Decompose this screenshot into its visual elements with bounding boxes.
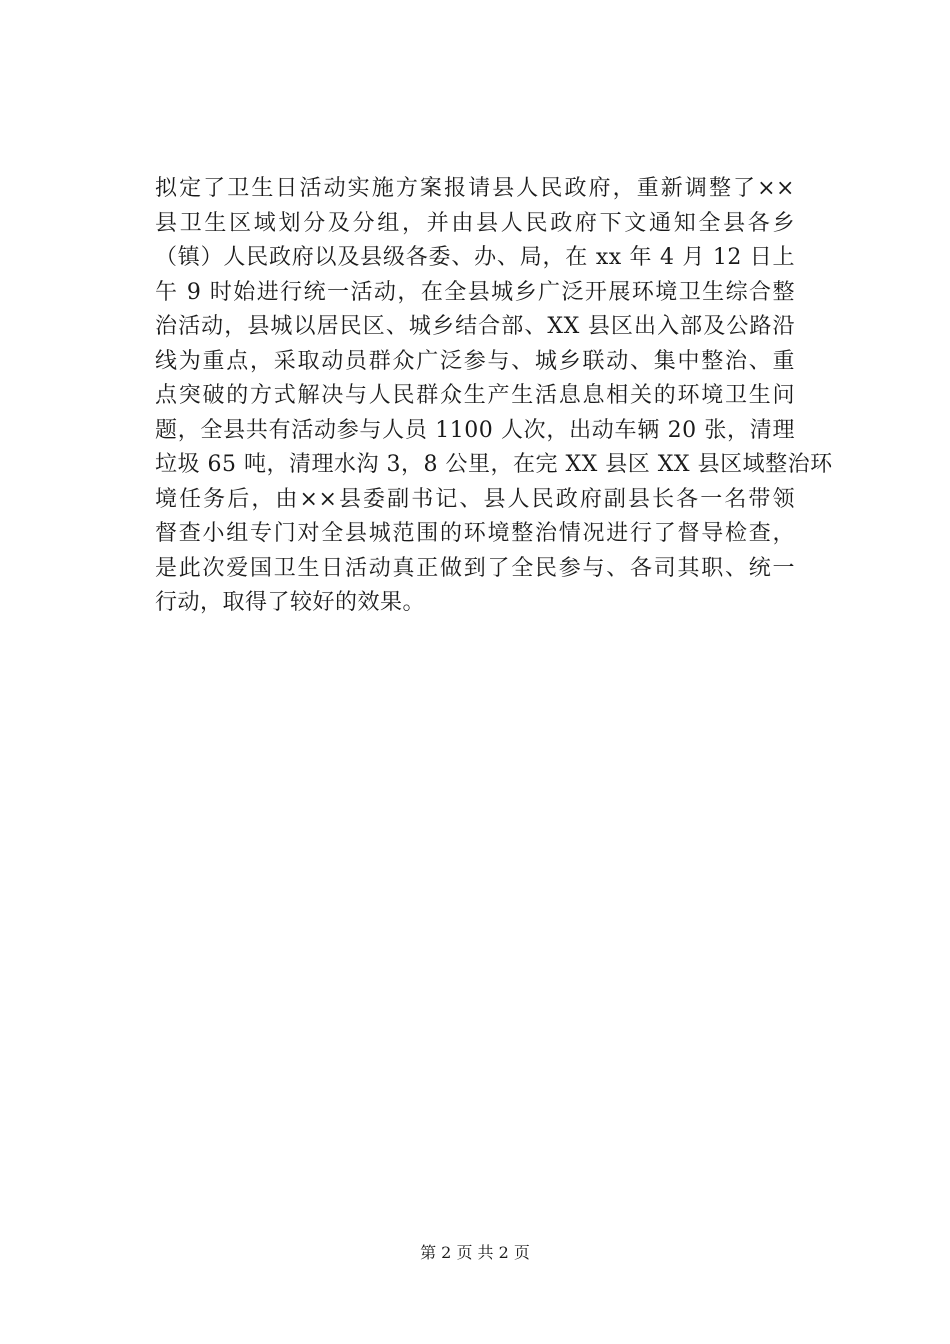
paragraph-line: 垃圾 65 吨，清理水沟 3，8 公里，在完 XX 县区 XX 县区域整治环: [155, 452, 833, 477]
paragraph-line: 督查小组专门对全县城范围的环境整治情况进行了督导检查，: [155, 521, 795, 546]
paragraph-line: 县卫生区域划分及分组，并由县人民政府下文通知全县各乡: [155, 210, 795, 236]
body-paragraph: [155, 172, 833, 621]
paragraph-line: 线为重点，采取动员群众广泛参与、城乡联动、集中整治、重: [155, 348, 795, 374]
page-number-footer: 第 2 页 共 2 页: [420, 1243, 530, 1262]
paragraph-line: 午 9 时始进行统一活动，在全县城乡广泛开展环境卫生综合整: [155, 279, 795, 305]
paragraph-line: 治活动，县城以居民区、城乡结合部、XX 县区出入部及公路沿: [155, 314, 795, 339]
paragraph-line: 点突破的方式解决与人民群众生产生活息息相关的环境卫生问: [155, 383, 795, 408]
paragraph-line: 境任务后，由××县委副书记、县人民政府副县长各一名带领: [155, 486, 795, 512]
paragraph-line: 题，全县共有活动参与人员 1100 人次，出动车辆 20 张，清理: [155, 417, 795, 443]
paragraph-line: 是此次爱国卫生日活动真正做到了全民参与、各司其职、统一: [155, 555, 795, 581]
paragraph-line: 拟定了卫生日活动实施方案报请县人民政府，重新调整了××: [155, 176, 795, 201]
paragraph-line: （镇）人民政府以及县级各委、办、局，在 xx 年 4 月 12 日上: [155, 245, 795, 270]
paragraph-line: 行动，取得了较好的效果。: [155, 590, 426, 615]
